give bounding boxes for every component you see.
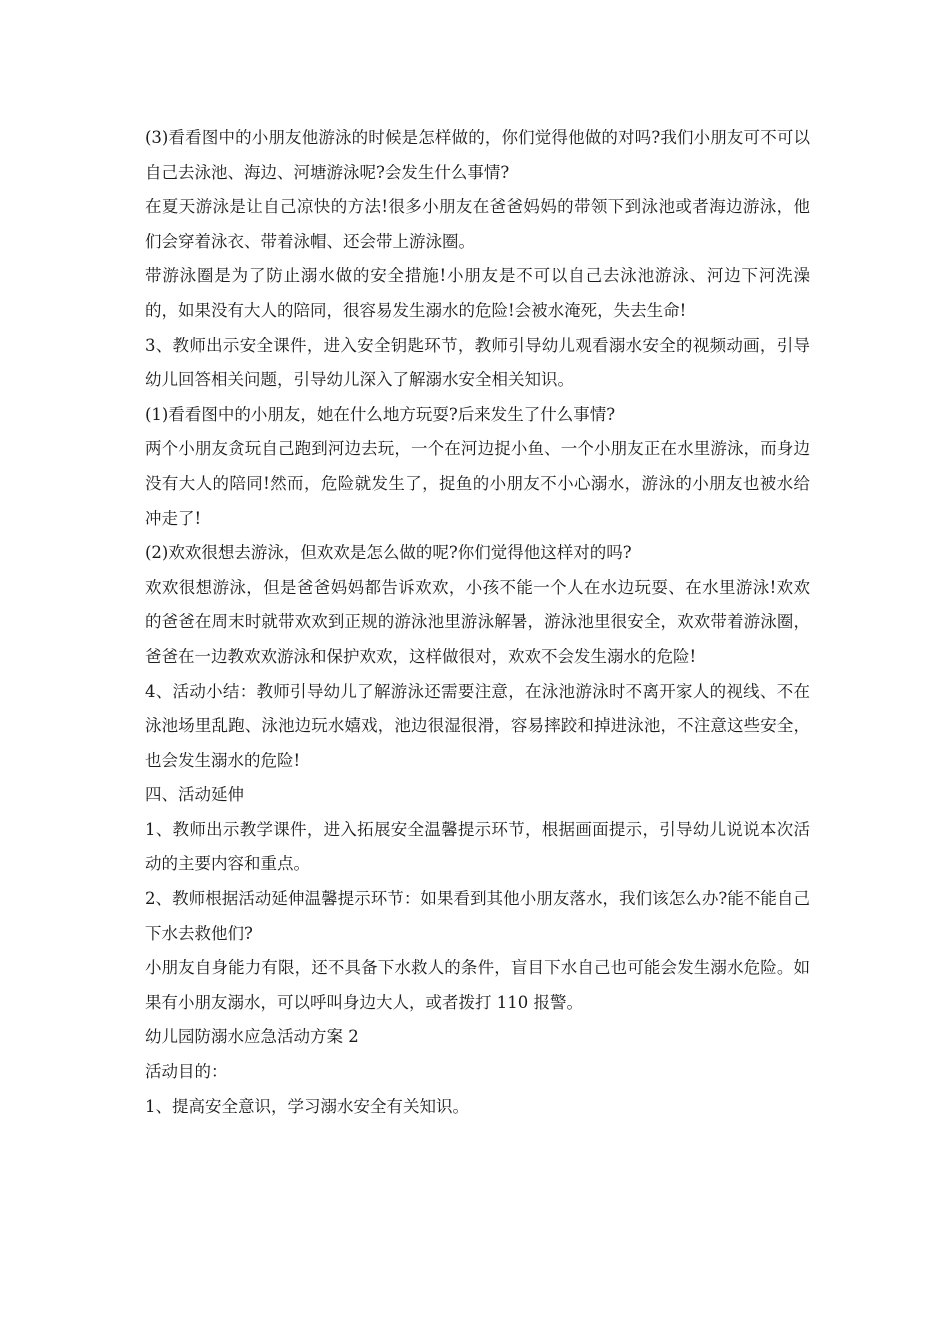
paragraph-swim-ring-safety: 带游泳圈是为了防止溺水做的安全措施!小朋友是不可以自己去泳池游泳、河边下河洗澡的，如果没有大人的陪同，很容易发生溺水的危险!会被水淹死，失去生命! — [145, 266, 810, 320]
paragraph-summer-swimming: 在夏天游泳是让自己凉快的方法!很多小朋友在爸爸妈妈的带领下到泳池或者海边游泳，他们会穿着泳衣、带着泳帽、还会带上游泳圈。 — [145, 197, 810, 251]
paragraph-river-story: 两个小朋友贪玩自己跑到河边去玩，一个在河边捉小鱼、一个小朋友正在水里游泳，而身边没有大人的陪同!然而，危险就发生了，捉鱼的小朋友不小心溺水，游泳的小朋友也被水给冲走了! — [145, 439, 810, 528]
paragraph-extension-1: 1、教师出示教学课件，进入拓展安全温馨提示环节，根据画面提示，引导幼儿说说本次活动的主要内容和重点。 — [145, 819, 810, 874]
plan-2-title: 幼儿园防溺水应急活动方案 2 — [145, 1027, 359, 1047]
section-heading-extension: 四、活动延伸 — [145, 785, 244, 805]
paragraph-question-1: (1)看看图中的小朋友，她在什么地方玩耍?后来发生了什么事情? — [145, 404, 616, 424]
paragraph-step-3: 3、教师出示安全课件，进入安全钥匙环节，教师引导幼儿观看溺水安全的视频动画，引导幼儿回答相关问题，引导幼儿深入了解溺水安全相关知识。 — [145, 335, 810, 390]
paragraph-question-2: (2)欢欢很想去游泳，但欢欢是怎么做的呢?你们觉得他这样对的吗? — [145, 543, 632, 563]
paragraph-objective-1: 1、提高安全意识，学习溺水安全有关知识。 — [145, 1096, 469, 1116]
paragraph-extension-2: 2、教师根据活动延伸温馨提示环节：如果看到其他小朋友落水，我们该怎么办?能不能自己下水去救他们? — [145, 889, 810, 943]
section-heading-objectives: 活动目的： — [145, 1062, 228, 1082]
paragraph-huanhuan-story: 欢欢很想游泳，但是爸爸妈妈都告诉欢欢，小孩不能一个人在水边玩耍、在水里游泳!欢欢的爸爸在周末时就带欢欢到正规的游泳池里游泳解暑，游泳池里很安全，欢欢带着游泳圈，爸爸在一边教欢欢游泳和保护欢欢，这样做很对，欢欢不会发生溺水的危险! — [145, 577, 810, 666]
paragraph-rescue-advice: 小朋友自身能力有限，还不具备下水救人的条件，盲目下水自己也可能会发生溺水危险。如果有小朋友溺水，可以呼叫身边大人，或者拨打 110 报警。 — [145, 958, 810, 1012]
document-body — [145, 121, 810, 1124]
paragraph-question-3: (3)看看图中的小朋友他游泳的时候是怎样做的，你们觉得他做的对吗?我们小朋友可不可以自己去泳池、海边、河塘游泳呢?会发生什么事情? — [145, 128, 810, 182]
paragraph-step-4-summary: 4、活动小结：教师引导幼儿了解游泳还需要注意，在泳池游泳时不离开家人的视线、不在泳池场里乱跑、泳池边玩水嬉戏，池边很湿很滑，容易摔跤和掉进泳池，不注意这些安全，也会发生溺水的危险! — [145, 681, 810, 770]
